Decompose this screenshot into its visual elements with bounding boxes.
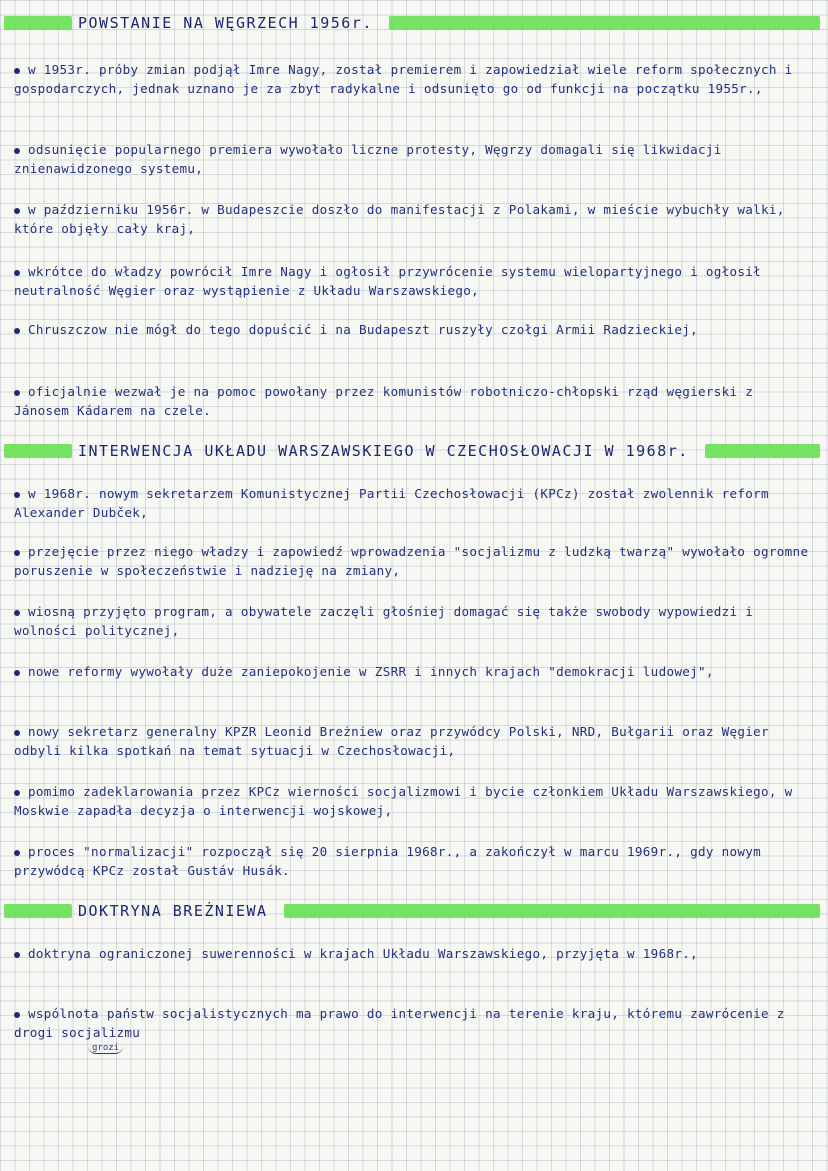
- section-heading-hungary: [4, 12, 820, 34]
- bullet-item: nowy sekretarz generalny KPZR Leonid Breżniew oraz przywódcy Polski, NRD, Bułgarii oraz Węgier odbyli kilka spotkań na temat sytuacji w Czechosłowacji,: [14, 724, 769, 758]
- bullet-dot-icon: [14, 550, 20, 556]
- section-title: POWSTANIE NA WĘGRZECH 1956r.: [78, 14, 373, 32]
- bullet-dot-icon: [14, 790, 20, 796]
- highlighter-mark: [4, 904, 72, 918]
- bullet-dot-icon: [14, 1012, 20, 1018]
- highlighter-mark: [389, 16, 820, 30]
- bullet-item: Chruszczow nie mógł do tego dopuścić i na Budapeszt ruszyły czołgi Armii Radzieckiej,: [14, 320, 814, 339]
- section-heading-brezhnev-doctrine: [4, 900, 820, 922]
- bullet-item: w październiku 1956r. w Budapeszcie doszło do manifestacji z Polakami, w mieście wybuchły walki, które objęły cały kraj,: [14, 202, 785, 236]
- highlighter-mark: [4, 16, 72, 30]
- handwritten-insertion: grozi: [88, 1043, 123, 1054]
- bullet-dot-icon: [14, 730, 20, 736]
- bullet-item: odsunięcie popularnego premiera wywołało liczne protesty, Węgrzy domagali się likwidacji znienawidzonego systemu,: [14, 142, 722, 176]
- bullet-item: nowe reformy wywołały duże zaniepokojenie w ZSRR i innych krajach "demokracji ludowej",: [14, 662, 814, 681]
- bullet-item: oficjalnie wezwał je na pomoc powołany przez komunistów robotniczo-chłopski rząd węgierski z Jánosem Kádarem na czele.: [14, 384, 754, 418]
- bullet-item: pomimo zadeklarowania przez KPCz wierności socjalizmowi i bycie członkiem Układu Warszawskiego, w Moskwie zapadła decyzja o interwencji wojskowej,: [14, 784, 793, 818]
- section-title: DOKTRYNA BREŻNIEWA: [78, 902, 268, 920]
- bullet-dot-icon: [14, 390, 20, 396]
- highlighter-mark: [4, 444, 72, 458]
- section-heading-czechoslovakia: [4, 440, 820, 462]
- highlighter-mark: [705, 444, 820, 458]
- bullet-item: wspólnota państw socjalistycznych ma prawo do interwencji na terenie kraju, któremu zawrócenie z drogi socjalizmu: [14, 1006, 785, 1040]
- bullet-item: przejęcie przez niego władzy i zapowiedź wprowadzenia "socjalizmu z ludzką twarzą" wywołało ogromne poruszenie w społeczeństwie i nadzieję na zmiany,: [14, 544, 809, 578]
- bullet-dot-icon: [14, 492, 20, 498]
- bullet-item: wkrótce do władzy powrócił Imre Nagy i ogłosił przywrócenie systemu wielopartyjnego i ogłosił neutralność Węgier oraz wystąpienie z Układu Warszawskiego,: [14, 264, 762, 298]
- bullet-item: proces "normalizacji" rozpoczął się 20 sierpnia 1968r., a zakończył w marcu 1969r., gdy nowym przywódcą KPCz został Gustáv Husák.: [14, 844, 762, 878]
- bullet-item: wiosną przyjęto program, a obywatele zaczęli głośniej domagać się także swobody wypowiedzi i wolności politycznej,: [14, 604, 754, 638]
- bullet-dot-icon: [14, 328, 20, 334]
- bullet-dot-icon: [14, 68, 20, 74]
- bullet-dot-icon: [14, 610, 20, 616]
- bullet-item: w 1953r. próby zmian podjął Imre Nagy, został premierem i zapowiedział wiele reform społecznych i gospodarczych, jednak uznano je za zbyt radykalne i odsunięto go od funkcji na początku 1955r.,: [14, 62, 793, 96]
- bullet-item: doktryna ograniczonej suwerenności w krajach Układu Warszawskiego, przyjęta w 1968r.,: [14, 944, 814, 963]
- bullet-dot-icon: [14, 850, 20, 856]
- bullet-dot-icon: [14, 208, 20, 214]
- bullet-dot-icon: [14, 952, 20, 958]
- bullet-dot-icon: [14, 270, 20, 276]
- bullet-dot-icon: [14, 670, 20, 676]
- bullet-item: w 1968r. nowym sekretarzem Komunistycznej Partii Czechosłowacji (KPCz) został zwolennik reform Alexander Dubček,: [14, 486, 769, 520]
- bullet-dot-icon: [14, 148, 20, 154]
- section-title: INTERWENCJA UKŁADU WARSZAWSKIEGO W CZECHOSŁOWACJI W 1968r.: [78, 442, 689, 460]
- highlighter-mark: [284, 904, 820, 918]
